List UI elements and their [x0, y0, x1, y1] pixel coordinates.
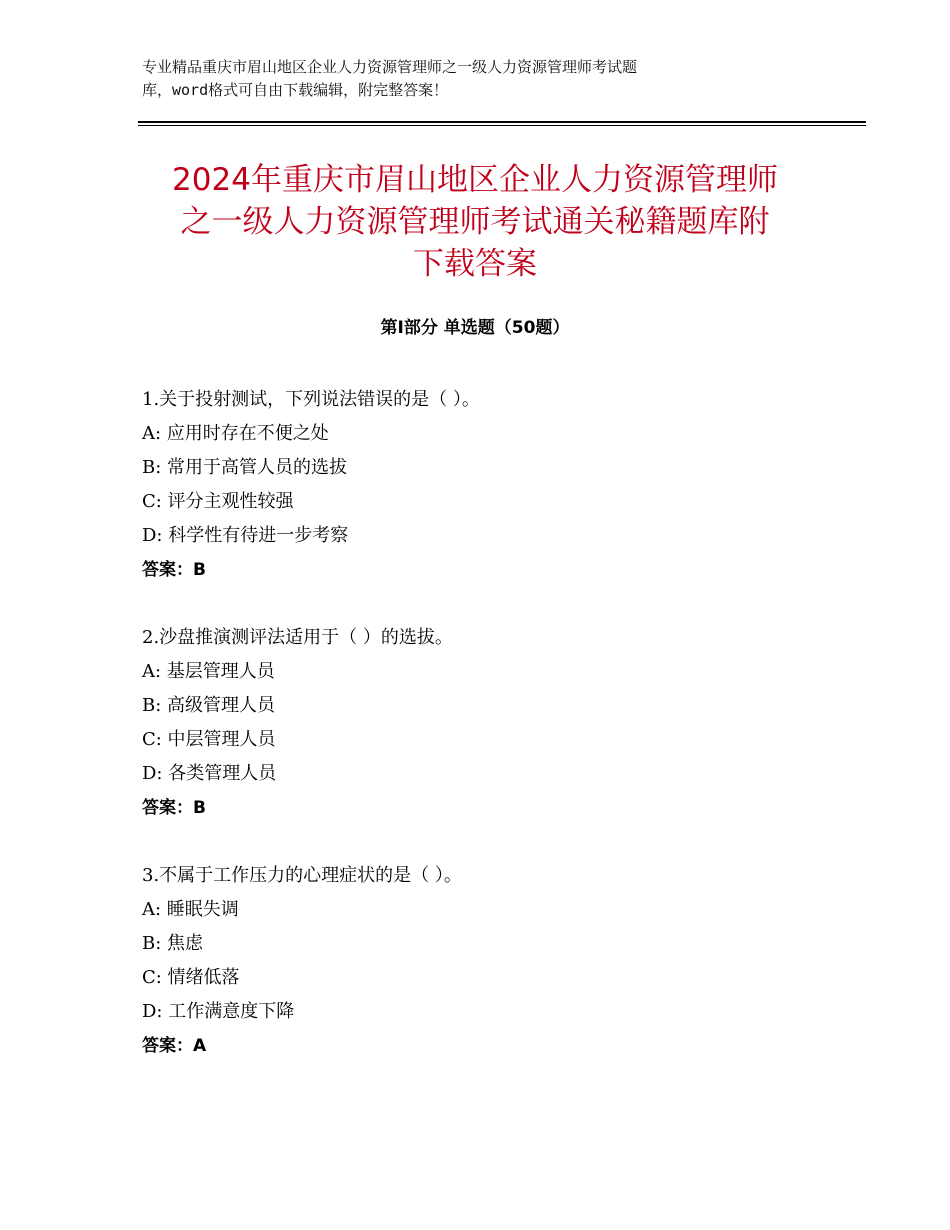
page-header: [142, 56, 822, 102]
header-divider: [138, 121, 866, 126]
option-c: C: 中层管理人员: [142, 729, 276, 750]
section-heading: 第Ⅰ部分 单选题（50题）: [380, 318, 570, 338]
option-c: C: 评分主观性较强: [142, 491, 294, 512]
option-b: B: 焦虑: [142, 933, 204, 954]
option-b: B: 高级管理人员: [142, 695, 276, 716]
option-c: C: 情绪低落: [142, 967, 240, 988]
title-line-2: 之一级人力资源管理师考试通关秘籍题库附: [180, 204, 770, 240]
question-item: [142, 859, 842, 1063]
option-a: A: 基层管理人员: [142, 661, 275, 682]
option-d: D: 工作满意度下降: [142, 1001, 295, 1022]
answer-label: 答案：B: [142, 798, 206, 818]
question-list: [142, 383, 842, 1097]
header-line-1: 专业精品重庆市眉山地区企业人力资源管理师之一级人力资源管理师考试题: [142, 58, 638, 76]
question-stem: 3.不属于工作压力的心理症状的是（ ）。: [142, 865, 462, 886]
option-d: D: 科学性有待进一步考察: [142, 525, 349, 546]
question-stem: 1.关于投射测试，下列说法错误的是（ ）。: [142, 389, 480, 410]
question-item: [142, 383, 842, 587]
title-line-3: 下载答案: [413, 246, 537, 282]
option-d: D: 各类管理人员: [142, 763, 277, 784]
option-a: A: 睡眠失调: [142, 899, 239, 920]
question-stem: 2.沙盘推演测评法适用于（ ）的选拔。: [142, 627, 453, 648]
header-line-2: 库，word格式可自由下载编辑，附完整答案！: [142, 81, 449, 99]
option-a: A: 应用时存在不便之处: [142, 423, 329, 444]
title-line-1: 2024年重庆市眉山地区企业人力资源管理师: [172, 162, 778, 198]
answer-label: 答案：A: [142, 1036, 207, 1056]
answer-label: 答案：B: [142, 560, 206, 580]
document-title: [120, 159, 830, 285]
option-b: B: 常用于高管人员的选拔: [142, 457, 348, 478]
question-item: [142, 621, 842, 825]
